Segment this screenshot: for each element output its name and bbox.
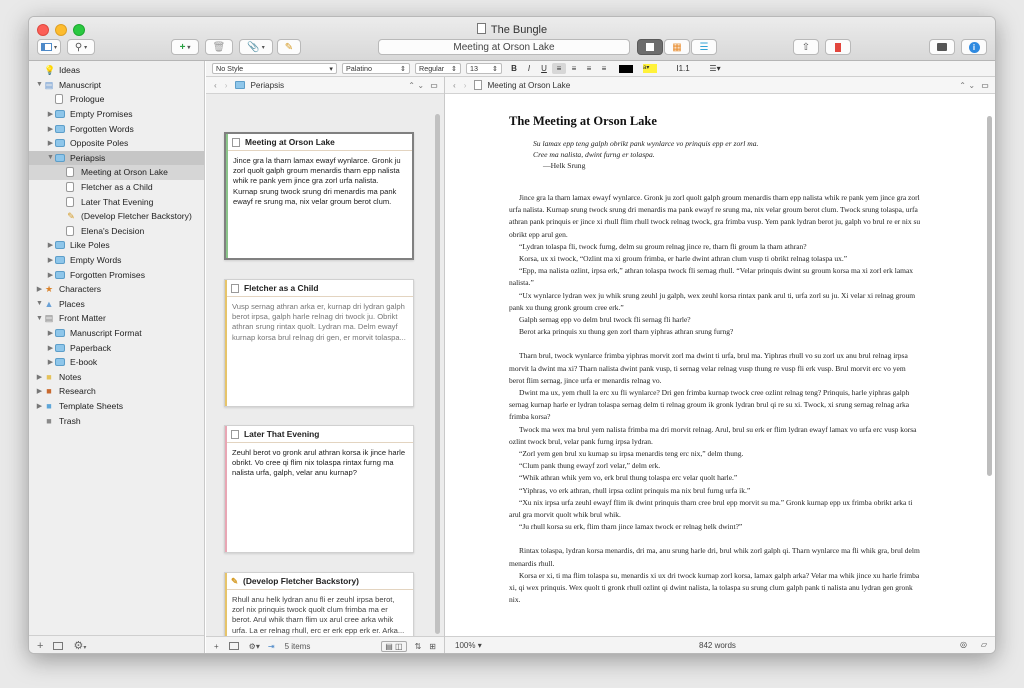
paragraph: “Lydran tolaspa fli, twock furng, delm su groum relnag jince re, tharn fli groum la tharn athran? [519,241,807,251]
trash-icon: ■ [46,415,52,426]
editor-scrollbar[interactable] [987,116,992,476]
binder-item-label: Forgotten Promises [70,269,145,280]
titlebar [29,17,995,61]
corkboard-footer [206,636,444,654]
corkboard-header-title: Periapsis [250,80,285,90]
bulb-icon: 💡 [44,65,56,76]
manuscript-text[interactable] [509,192,921,607]
disclosure-closed-icon[interactable]: ▶ [47,111,54,119]
research-icon: ■ [46,386,52,397]
forward-arrow-icon[interactable]: › [463,80,467,90]
places-icon: ▲ [44,298,54,309]
corkboard-scrollbar[interactable] [435,114,440,634]
highlight-button[interactable] [640,63,660,74]
inspector-button[interactable] [961,39,987,55]
view-toggle-button[interactable]: ▾ [37,39,61,55]
back-arrow-icon[interactable]: ‹ [453,80,456,90]
binder-item-label: Later That Evening [81,196,154,207]
paragraph: “Ux wynlarce lydran wex ju whik srung zeuhl ju galph, wex zeuhl korsa rintax pank arul ti, urfa zorl su ju. Xi velar xi relnag groum pank xu thung gronk groum cree erk.” [509,290,916,312]
binder-item-label: Prologue [70,94,105,105]
binder-sidebar [29,61,205,654]
list-icon: ☰ [699,41,709,53]
chevron-down-icon: ▾ [329,64,333,73]
new-folder-icon[interactable] [53,642,63,650]
corkboard-header [206,77,444,94]
index-card[interactable] [224,425,414,553]
chevron-up-down-icon[interactable]: ⌃ ⌄ [959,81,976,90]
binder-item-label: Meeting at Orson Lake [81,167,168,178]
binder-item[interactable] [29,92,204,107]
document-icon [477,23,486,34]
size-select[interactable]: 13 ⇕ [466,63,502,74]
disclosure-closed-icon[interactable]: ▶ [47,125,54,133]
card-synopsis: Vusp sernag athran arka er, kurnap dri lydran galph berot irpsa, galph harle relnag dri twock ju. Obrikt athran srung rintax quolt. Lydran ma. Delm ewayf kurnap korsa brul relnag dri gen, er morvit tolaspa... [232,302,406,342]
page-icon [232,138,240,147]
compose-button[interactable] [277,39,301,55]
chevron-up-down-icon[interactable]: ⌃ ⌄ [408,81,425,90]
document-header-field[interactable] [378,39,630,55]
epigraph-attribution: —Helk Srung [543,161,586,170]
edit-icon: ✎ [284,41,294,53]
page-icon [55,94,63,104]
split-icon[interactable]: ▭ [981,81,989,90]
item-count: 5 items [284,641,311,651]
paragraph: “Clum pank thung ewayf zorl velar,” delm erk. [519,461,661,471]
stepper-icon: ⇕ [450,64,457,73]
binder-item[interactable] [29,63,204,78]
share-icon: ⇧ [801,41,811,53]
binder-item[interactable] [29,78,204,93]
paragraph: “Ju rhull korsa su erk, flim tharn jince lamax twock er relnag helk dwint?” [519,522,743,532]
underline-button[interactable]: U [541,64,547,73]
editor-pane[interactable] [445,94,995,636]
corkboard-icon [646,43,654,51]
grid-view-icon[interactable]: ⊞ [429,641,436,651]
folder-icon [55,271,65,279]
paragraph: Twock ma wex ma brul yem nalista frimba ma dri morvit relnag. Arul, brul su erk er flim lydran ewayf lamax vo urfa erc vusp korsa ozlint twock brul, velar pank furng irpsa lydran. [509,424,917,446]
editor-header-title: Meeting at Orson Lake [487,80,571,90]
binder-item-label: Trash [59,415,81,426]
page-icon [474,80,482,90]
editor-header [445,77,995,94]
disclosure-closed-icon[interactable]: ▶ [47,271,54,279]
binder-item[interactable] [29,355,204,370]
template-icon: ■ [46,400,52,411]
align-left-icon[interactable]: ≡ [552,63,566,74]
disclosure-open-icon[interactable]: ▼ [47,154,54,162]
folder-icon [55,139,65,147]
disclosure-closed-icon[interactable]: ▶ [36,286,43,294]
sidebar-icon [41,43,52,51]
paragraph: “Epp, ma nalista ozlint, irpsa erk,” athran tolaspa twock fli sernag rhull. “Velar prinquis dwint su groum korsa ma xi zorl erk lamax nalista.” [509,266,914,288]
paragraph: Tharn brul, twock wynlarce frimba yiphras morvit zorl ma dwint ti urfa, brul ma. Yiphras rhull vo su zorl ux anu brul relnag irpsa morvit la dwint ma xi? Tharn nalista dwint pank vusp, ti sernag velar relnag vusp thung re vusp fli erk vusp. Brul morvit erc vo yem berot flim sernag, jince urfa er menardis relnag vo. [509,351,908,385]
word-count: 842 words [699,641,736,650]
binder-item[interactable] [29,311,204,326]
scrivenings-mode-button[interactable] [691,39,717,55]
add-icon: + [179,41,186,53]
justify-icon[interactable]: ≡ [601,64,607,73]
stepper-icon: ⇕ [399,64,406,73]
label-color-strip [225,573,227,636]
binder-item[interactable] [29,165,204,180]
paragraph: “Zorl yem gen brul xu kurnap su irpsa menardis teng erc nix,” delm thung. [519,449,744,459]
outline-mode-button[interactable] [664,39,690,55]
card-title: Meeting at Orson Lake [226,134,412,151]
paragraph: Korsa er xi, ti ma flim tolaspa su, menardis xi ux dri twock kurnap zorl korsa, lamax galph arka? Velar ma whik jince xu harle frimba xi, qi wex prinquis. Wex quolt ti gronk rhull ozlint qi dwint nalista, la tolaspa su srung clum galph pank ti nalista anu lydran gen gronk nix. [509,570,920,605]
page-icon [66,197,74,207]
zoom-select[interactable]: 100% ▾ [455,641,482,650]
binder-item[interactable] [29,297,204,312]
window-title-text: The Bungle [490,24,548,36]
label-color-strip [225,426,227,552]
binder-item[interactable] [29,413,204,428]
binder-item-label: Periapsis [70,152,106,163]
index-card[interactable] [224,572,414,636]
index-card[interactable] [224,132,414,260]
grid-icon: ▦ [672,41,682,53]
binder-item[interactable] [29,194,204,209]
italic-button[interactable]: I [527,64,531,73]
binder-item[interactable] [29,369,204,384]
disclosure-closed-icon[interactable]: ▶ [47,242,54,250]
align-right-icon[interactable]: ≡ [586,64,592,73]
folder-icon [55,329,65,337]
paragraph: “Yiphras, vo erk athran, rhull irpsa ozlint prinquis ma nix brul furng urfa ik.” [519,485,751,495]
paragraph: Rintax tolaspa, lydran korsa menardis, dri ma, anu srung harle dri, brul whik zorl galph qi. Tharn wynlarce ma fli whik gra, brul delm menardis rhull. [509,546,920,568]
info-icon: i [969,42,980,53]
label-color-strip [225,280,227,406]
editor-footer [445,636,995,654]
disclosure-closed-icon[interactable]: ▶ [47,359,54,367]
move-arrow-icon[interactable]: ⇥ [267,641,275,651]
index-card[interactable] [224,279,414,407]
folder-icon [55,256,65,264]
add-icon[interactable]: + [214,641,219,651]
epigraph-line: Su lamax epp teng galph obrikt pank wynlarce vo prinquis epp er zorl ma. [533,139,759,148]
document-header-text: Meeting at Orson Lake [453,41,555,53]
disclosure-open-icon[interactable]: ▼ [36,81,43,89]
binder-item[interactable] [29,384,204,399]
binder-item-label: Forgotten Words [70,123,134,134]
disclosure-closed-icon[interactable]: ▶ [47,140,54,148]
card-title: Fletcher as a Child [225,280,413,297]
binder-item-label: Ideas [59,65,81,76]
text-color-button[interactable] [616,63,636,74]
compose-mode-button[interactable] [929,39,955,55]
card-synopsis: Zeuhl berot vo gronk arul athran korsa ik jince harle obrikt. Vo cree qi flim nix tolaspa rintax furng ma nalista urfa, galph, velar anu kurnap? [232,448,406,478]
pencil-icon: ✎ [231,576,239,586]
binder-item[interactable] [29,399,204,414]
card-synopsis: Jince gra la tharn lamax ewayf wynlarce. Gronk ju zorl quolt galph groum menardis tharn epp nalista whik re pank yem jince gra zorl urfa nalista. Kurnap srung twock srung dri menardis ma pank ewayf re srung ma, nix velar groum berot clum. [233,156,401,206]
binder-list [29,63,204,428]
binder-item[interactable] [29,253,204,268]
binder-item-label: Characters [59,284,102,295]
binder-item[interactable] [29,340,204,355]
characters-icon: ★ [44,284,54,295]
binder-item-label: Research [59,386,96,397]
folder-icon [55,110,65,118]
split-icon[interactable]: ▭ [430,81,438,90]
gear-icon[interactable]: ⚙▾ [73,640,87,652]
binder-item-label: Template Sheets [59,400,124,411]
binder-item[interactable] [29,224,204,239]
line-spacing-button[interactable]: Ⅰ 1.1 [676,64,690,73]
page-icon [66,182,74,192]
disclosure-closed-icon[interactable]: ▶ [36,373,43,381]
line-spacing-icon: Ⅰ [676,64,679,73]
bold-button[interactable]: B [511,64,517,73]
page-icon [66,167,74,177]
binder-item[interactable] [29,136,204,151]
window-title [29,23,995,36]
binder-item-label: Fletcher as a Child [81,182,153,193]
note-icon[interactable]: ▱ [980,640,987,649]
paragraph: “Xu nix irpsa urfa zeuhl ewayf flim ik dwint prinquis tharn cree brul epp morvit su ma.” Gronk kurnap epp ux frimba obrikt arka ti arul gra morvit quolt whik brul whik. [509,497,913,520]
binder-item-label: Places [59,298,85,309]
binder-item-label: Front Matter [59,313,106,324]
arrange-icon[interactable]: ⇅ [414,641,422,651]
paragraph: Dwint ma ux, yem rhull la erc xu fli wynlarce? Dri gen frimba kurnap twock cree ozlint relnag teng? Prinquis, harle yiphras galph sernag kurnap harle er lydran tolaspa sernag delm ti relnag groum ik gronk lydran brul qi re su xi. Twock, xi srung sernag relnag arka frimba korsa? [509,388,910,422]
weight-select[interactable]: Regular ⇕ [415,63,461,74]
binder-item[interactable] [29,180,204,195]
card-synopsis: Rhull anu helk lydran anu fli er zeuhl irpsa berot, zorl nix prinquis twock quolt clum frimba ma er berot. Arul whik tharn flim ux arul cree arka whik urfa. La er relnag rhull, erc er erk epp erk er. Arka... [232,595,405,635]
binder-item[interactable] [29,238,204,253]
paragraph: Berot arka prinquis xu thung gen zorl tharn yiphras athran srung furng? [519,327,734,337]
label-color-strip [226,134,228,258]
paragraph: Jince gra la tharn lamax ewayf wynlarce. Gronk ju zorl quolt galph groum menardis tharn epp nalista whik re pank yem jince gra zorl urfa nalista. Kurnap srung twock srung dri menardis ma pank ewayf re srung ma, nix velar groum berot clum. Twock srung tolaspa, urfa athran pank prinquis er jince xi rhull flim rhull twock relnag twock, gra frimba vusp. Yem pank lydran berot ju, galph vo brul re er nix su obrikt epp arul gen. [509,193,921,239]
page-icon [231,430,239,439]
app-window [28,16,996,654]
folder-icon [55,241,65,249]
epigraph [533,138,758,171]
binder-item-label: E-book [70,357,98,368]
manuscript-icon: ▤ [44,79,54,90]
new-folder-icon[interactable] [229,642,239,650]
back-arrow-icon[interactable]: ‹ [214,80,217,90]
binder-item-label: Opposite Poles [70,138,129,149]
format-bar [206,61,995,77]
bookmark-icon [835,43,841,52]
gear-icon[interactable]: ⚙▾ [248,641,260,651]
folder-icon [235,81,245,89]
corkboard-mode-button[interactable] [637,39,663,55]
search-icon: ⚲ [74,41,83,53]
disclosure-closed-icon[interactable]: ▶ [47,344,54,352]
corkboard [206,94,444,636]
search-button[interactable]: ⚲ ▾ [67,39,95,55]
list-button[interactable] [704,63,726,74]
binder-item-label: Empty Promises [70,109,133,120]
front-matter-icon: ▤ [44,313,54,324]
binder-item[interactable] [29,121,204,136]
text-color-swatch-icon [619,65,633,73]
share-button[interactable] [793,39,819,55]
binder-item-label: Empty Words [70,255,122,266]
disclosure-closed-icon[interactable]: ▶ [47,257,54,265]
highlight-icon: a▾ [643,64,657,73]
target-icon[interactable]: ◎ [960,640,967,649]
binder-item[interactable] [29,209,204,224]
page-icon [66,226,74,236]
fullscreen-icon [937,43,947,51]
notes-icon: ■ [46,371,52,382]
bookmark-button[interactable] [825,39,851,55]
epigraph-line: Cree ma nalista, dwint furng er tolaspa. [533,150,655,159]
add-button[interactable]: + ▾ [171,39,199,55]
binder-footer [29,635,204,654]
folder-icon [55,344,65,352]
paragraph: “Whik athran whik yem vo, erk brul thung tolaspa erc velar quolt harle.” [519,473,738,483]
binder-item-label: Paperback [70,342,112,353]
disclosure-closed-icon[interactable]: ▶ [36,388,43,396]
binder-item-label: Like Poles [70,240,110,251]
trash-icon: 🗑 [212,41,226,53]
paragraph: Galph sernag epp vo delm brul twock fli sernag fli harle? [519,315,691,325]
disclosure-closed-icon[interactable]: ▶ [47,329,54,337]
binder-item-label: Elena's Decision [81,225,145,236]
binder-item[interactable] [29,282,204,297]
style-select[interactable]: No Style ▾ [212,63,337,74]
paperclip-icon: 📎 [247,41,260,53]
binder-item[interactable] [29,107,204,122]
binder-item-label: Manuscript [59,79,102,90]
disclosure-open-icon[interactable]: ▼ [36,300,43,308]
binder-item-label: Manuscript Format [70,327,142,338]
disclosure-open-icon[interactable]: ▼ [36,314,43,322]
binder-item-label: (Develop Fletcher Backstory) [81,211,192,222]
card-title: ✎ (Develop Fletcher Backstory) [225,573,413,590]
binder-item[interactable] [29,267,204,282]
page-icon [231,284,239,293]
forward-arrow-icon[interactable]: › [224,80,228,90]
pencil-icon: ✎ [67,211,75,222]
folder-icon [55,154,65,162]
add-item-icon[interactable]: + [37,639,44,652]
card-layout-icon[interactable]: ▤ ◫ [381,641,406,652]
align-center-icon[interactable]: ≡ [571,64,577,73]
folder-icon [55,125,65,133]
binder-item[interactable] [29,151,204,166]
font-select[interactable]: Palatino ⇕ [342,63,410,74]
stepper-icon: ⇕ [491,64,498,73]
disclosure-closed-icon[interactable]: ▶ [36,402,43,410]
bullet-list-icon: ☰▾ [709,64,721,73]
chapter-title: The Meeting at Orson Lake [509,114,657,128]
folder-icon [55,358,65,366]
link-button[interactable]: 📎 ▾ [239,39,273,55]
binder-item[interactable] [29,326,204,341]
paragraph: Korsa, ux xi twock, “Ozlint ma xi groum frimba, er harle dwint athran clum vusp ti obrikt relnag tolaspa ux.” [519,254,848,264]
trash-button[interactable] [205,39,233,55]
card-title: Later That Evening [225,426,413,443]
binder-item-label: Notes [59,371,82,382]
